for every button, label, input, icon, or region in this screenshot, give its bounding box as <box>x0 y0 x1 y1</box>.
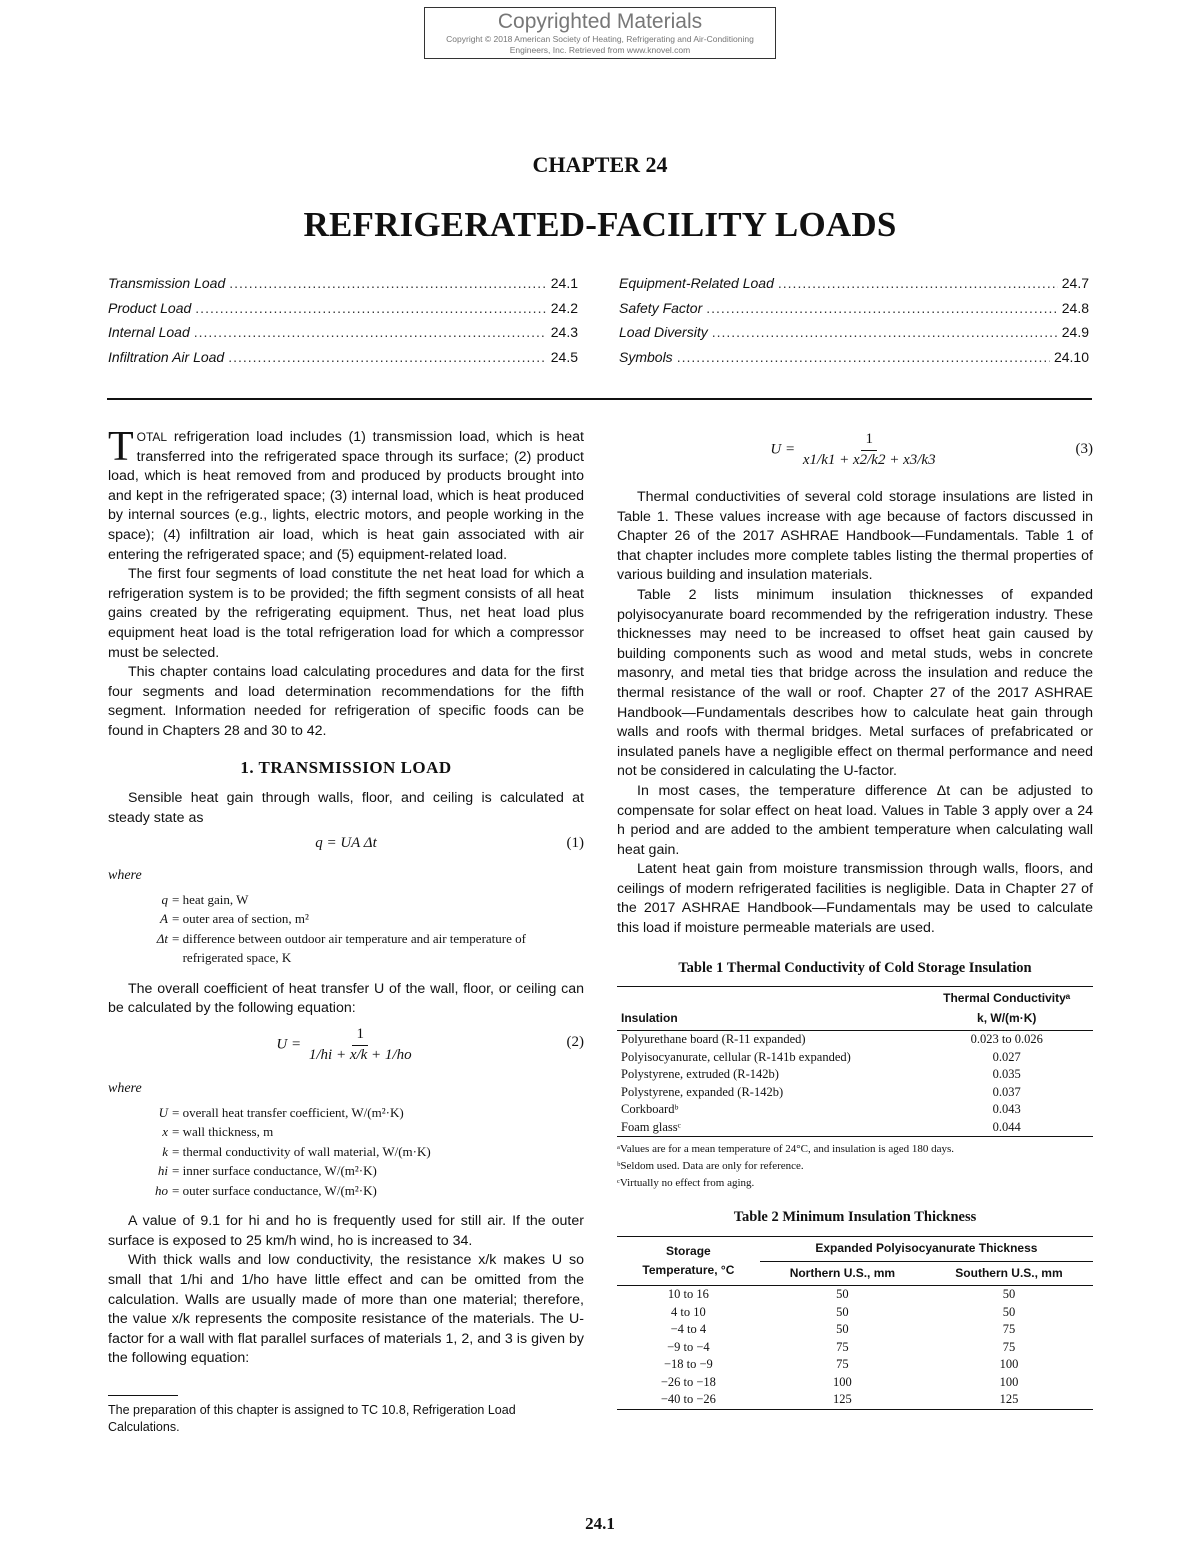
toc-item[interactable]: Product Load ..... 24.2 <box>108 300 578 325</box>
table-row: Polyisocyanurate, cellular (R-141b expanded) 0.027 <box>621 1049 1021 1064</box>
definition: ho = outer surface conductance, W/(m²·K) <box>155 1182 377 1198</box>
drop-cap: T <box>108 424 134 470</box>
table-header: Thermal Conductivityᵃ k, W/(m·K) <box>943 991 1071 1025</box>
paragraph: The overall coefficient of heat transfer U of the wall, floor, or ceiling can be calculated by the following equation: <box>108 980 584 1017</box>
right-column <box>617 428 1093 1410</box>
table-row: Polyurethane board (R-11 expanded) 0.023 to 0.026 <box>617 1031 1093 1049</box>
definition: hi = inner surface conductance, W/(m²·K) <box>157 1163 377 1179</box>
table-row: −40 to −26 125 125 <box>617 1391 1093 1409</box>
table-row: −26 to −18 100 100 <box>660 1374 1019 1389</box>
table-row: 10 to 16 50 50 <box>617 1286 1093 1304</box>
toc-item[interactable]: Infiltration Air Load ..... 24.5 <box>108 349 578 374</box>
toc-right <box>619 275 1089 373</box>
table-note: ᵇSeldom used. Data are only for reference. <box>617 1160 804 1173</box>
equation-2: U = $\frac{1}{1/hi + x/k + 1/ho}$ (2) <box>276 1026 584 1063</box>
paragraph: In most cases, the temperature difference Δt can be adjusted to compensate for solar effect on heat load. Values in Table 3 apply over a 24 h period and are added to the ambient temperature when calculating wall heat gain. <box>617 782 1093 858</box>
table-header: Storage Temperature, °C <box>642 1243 735 1278</box>
where-label: where <box>108 1081 142 1097</box>
toc-item[interactable]: Transmission Load ..... 24.1 <box>108 275 578 300</box>
toc-item[interactable]: Symbols ..... 24.10 <box>619 349 1089 374</box>
paragraph: The first four segments of load constitute the net heat load for which a refrigeration system is to be provided; the fifth segment consists of all heat gains created by the refrigerating equipment. Thus, net heat load plus equipment heat load is the total refrigeration load for which a compressor must be selected. <box>108 566 584 661</box>
intro-paragraph: TOTAL refrigeration load includes (1) transmission load, which is heat transferred into the refrigerated space through its surface; (2) product load, which is heat removed from and produced by products brought into and kept in the refrigerated space; (3) internal load, which is heat produced by internal sources (e.g., lights, electric motors, and people working in the space); (4) infiltration air load, which is heat gain associated with air entering the refrigerated space; and (5) equipment-related load. <box>108 424 584 563</box>
toc-item[interactable]: Safety Factor ..... 24.8 <box>619 300 1089 325</box>
paragraph: With thick walls and low conductivity, the resistance x/k makes U so small that 1/hi and 1/ho have little effect and can be omitted from the calculation. Walls are usually made of more than one material; therefore, the value x/k represents the composite resistance of the materials. The U-factor for a wall with flat parallel surfaces of materials 1, 2, and 3 is given by the following equation: <box>108 1252 584 1367</box>
table-row: Foam glassᶜ 0.044 <box>617 1119 1093 1137</box>
footnote: The preparation of this chapter is assigned to TC 10.8, Refrigeration Load Calculations. <box>108 1402 516 1434</box>
table-2-title: Table 2 Minimum Insulation Thickness <box>733 1209 977 1226</box>
table-header: Expanded Polyisocyanurate Thickness <box>760 1237 1093 1262</box>
table-row: Polystyrene, extruded (R-142b) 0.035 <box>621 1067 1021 1082</box>
table-1-notes <box>617 1141 1093 1192</box>
equation-1: q = UA Δt (1) <box>315 835 584 852</box>
left-column <box>108 424 584 1436</box>
table-note: ᶜVirtually no effect from aging. <box>617 1177 755 1190</box>
table-row: Polystyrene, expanded (R-142b) 0.037 <box>621 1084 1021 1099</box>
table-header: Insulation <box>621 1010 678 1025</box>
chapter-number: CHAPTER 24 <box>532 152 668 177</box>
table-row: −9 to −4 75 75 <box>667 1339 1016 1354</box>
table-header: Northern U.S., mm <box>789 1265 896 1280</box>
equation-3: U = $\frac{1}{x1/k1 + x2/k2 + x3/k3}$ (3) <box>770 431 1093 468</box>
footnote-rule <box>108 1395 178 1396</box>
table-header: Southern U.S., mm <box>955 1265 1063 1280</box>
definition: A = outer area of section, m² <box>160 911 309 927</box>
table-row: −4 to 4 50 75 <box>670 1322 1016 1337</box>
header-rule <box>107 398 1092 400</box>
table-1 <box>617 986 1093 1137</box>
definition: k = thermal conductivity of wall material, W/(m·K) <box>162 1143 431 1159</box>
table-2 <box>617 1236 1093 1410</box>
toc-item[interactable]: Load Diversity ..... 24.9 <box>619 324 1089 349</box>
definitions-2 <box>108 1103 584 1201</box>
paragraph: Sensible heat gain through walls, floor, and ceiling is calculated at steady state as <box>108 790 584 826</box>
toc-item[interactable]: Internal Load ..... 24.3 <box>108 324 578 349</box>
toc-item[interactable]: Equipment-Related Load ..... 24.7 <box>619 275 1089 300</box>
paragraph: Latent heat gain from moisture transmission through walls, floors, and ceilings of modern refrigerated facilities is negligible. Data in Chapter 27 of the 2017 ASHRAE Handbook—Fundamentals may be used to calculate this load if moisture permeable materials are used. <box>617 861 1093 937</box>
stamp-title: Copyrighted Materials <box>497 10 703 33</box>
table-row: 4 to 10 50 50 <box>671 1304 1016 1319</box>
definitions-1 <box>108 890 584 968</box>
where-label: where <box>108 868 142 884</box>
page-number: 24.1 <box>585 1514 615 1533</box>
table-row: Corkboardᵇ 0.043 <box>621 1102 1021 1117</box>
chapter-title: REFRIGERATED-FACILITY LOADS <box>303 205 897 244</box>
paragraph: Thermal conductivities of several cold storage insulations are listed in Table 1. These values increase with age because of factors discussed in Chapter 26 of the 2017 ASHRAE Handbook—Fundamentals. Table 1 of that chapter includes more complete tables listing the thermal properties of various building and insulation materials. <box>617 489 1093 584</box>
toc-left <box>108 275 578 373</box>
stamp-line: Copyright © 2018 American Society of Heating, Refrigerating and Air-Conditioning Engineers, Inc. Retrieved from www.knovel.com <box>446 34 754 55</box>
section-heading: 1. TRANSMISSION LOAD <box>240 757 452 777</box>
definition: q = heat gain, W <box>161 891 249 907</box>
table-1-title: Table 1 Thermal Conductivity of Cold Storage Insulation <box>678 959 1032 976</box>
paragraph: This chapter contains load calculating procedures and data for the first four segments and load determination recommendations for the fifth segment. Information needed for refrigeration of specific foods can be found in Chapters 28 and 30 to 42. <box>108 664 584 739</box>
copyright-stamp <box>424 7 776 59</box>
paragraph: A value of 9.1 for hi and ho is frequently used for still air. If the outer surface is exposed to 25 km/h wind, ho is increased to 34. <box>108 1213 584 1249</box>
table-row: −18 to −9 75 100 <box>663 1357 1019 1372</box>
definition: Δt = difference between outdoor air temperature and air temperature of refrigerated space, K <box>156 930 526 966</box>
table-note: ᵃValues are for a mean temperature of 24°C, and insulation is aged 180 days. <box>617 1143 954 1156</box>
definition: x = wall thickness, m <box>162 1124 274 1140</box>
paragraph: Table 2 lists minimum insulation thicknesses of expanded polyisocyanurate board recommended by the refrigeration industry. These thicknesses may need to be increased to offset heat gain caused by building components such as wood and metal studs, webs in concrete masonry, and metal ties that bridge across the insulation and reduce the thermal resistance of the wall or roof. Chapter 27 of the 2017 ASHRAE Handbook—Fundamentals describes how to calculate heat gain through walls and roofs with thermal bridges. Metal surfaces of prefabricated or insulated panels have a negligible effect on thermal performance and need not be considered in calculating the U-factor. <box>617 586 1093 780</box>
definition: U = overall heat transfer coefficient, W/(m²·K) <box>158 1104 404 1120</box>
